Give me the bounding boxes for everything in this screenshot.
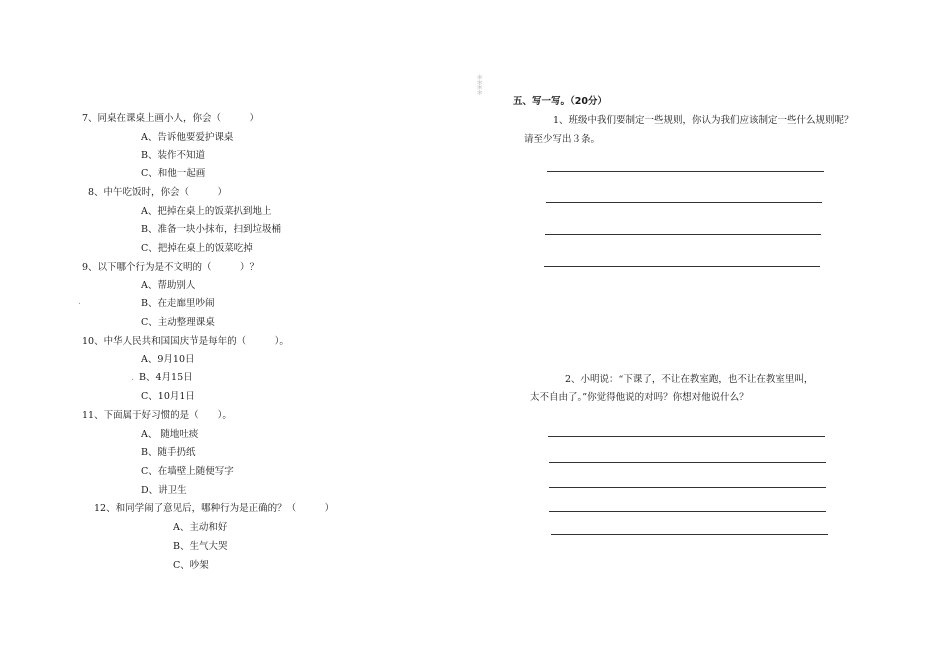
answer-line[interactable] <box>547 171 824 172</box>
writing-q1-line2: 请至少写出３条。 <box>524 134 601 145</box>
answer-line[interactable] <box>545 234 821 235</box>
q7-option-b: B、装作不知道 <box>141 150 205 161</box>
q9-option-b: B、在走廊里吵闹 <box>141 298 215 309</box>
q11-option-a: A、 随地吐痰 <box>141 429 199 440</box>
q11-stem: 11、下面属于好习惯的是（ ）。 <box>82 410 232 421</box>
q12-stem: 12、和同学闹了意见后，哪种行为是正确的？（ ） <box>94 503 335 514</box>
q12-option-c: C、吵架 <box>173 560 209 571</box>
answer-line[interactable] <box>546 202 822 203</box>
answer-line[interactable] <box>549 487 826 488</box>
decorative-mark-2: ⁑ <box>477 85 483 98</box>
q12-option-b: B、生气大哭 <box>173 541 228 552</box>
q10-stem: 10、中华人民共和国国庆节是每年的（ ）。 <box>82 336 289 347</box>
writing-q1-line1: 1、班级中我们要制定一些规则，你认为我们应该制定一些什么规则呢？ <box>553 115 854 126</box>
q11-option-b: B、随手扔纸 <box>141 447 196 458</box>
decorative-mark: ⁑ <box>477 75 483 88</box>
writing-q2-line2: 太不自由了。”你觉得他说的对吗？你想对他说什么？ <box>530 392 749 403</box>
q10-option-a: A、9月10日 <box>141 354 195 365</box>
q12-option-a: A、主动和好 <box>173 522 228 533</box>
q9-option-c: C、主动整理课桌 <box>141 317 215 328</box>
q8-option-b: B、准备一块小抹布，扫到垃圾桶 <box>141 224 281 235</box>
q11-option-c: C、在墙壁上随便写字 <box>141 466 234 477</box>
section-title: 五、写一写。（20分） <box>513 96 607 107</box>
stray-dot: . <box>78 296 82 307</box>
answer-line[interactable] <box>544 266 820 267</box>
q8-option-c: C、把掉在桌上的饭菜吃掉 <box>141 243 253 254</box>
q8-option-a: A、把掉在桌上的饭菜扒到地上 <box>141 206 272 217</box>
q9-stem: 9、以下哪个行为是不文明的（ ）？ <box>82 262 260 273</box>
q7-stem: 7、同桌在课桌上画小人，你会（ ） <box>82 113 260 124</box>
q7-option-c: C、和他一起画 <box>141 168 206 179</box>
q7-option-a: A、告诉他要爱护课桌 <box>141 132 234 143</box>
answer-line[interactable] <box>551 534 828 535</box>
q10-option-b: B、4月15日 <box>139 372 193 383</box>
q8-stem: 8、中午吃饭时，你会（ ） <box>88 187 228 198</box>
writing-q2-line1: 2、小明说：“下课了，不让在教室跑，也不让在教室里叫， <box>565 374 814 385</box>
answer-line[interactable] <box>548 436 825 437</box>
stray-dot-2: . <box>131 372 135 383</box>
answer-line[interactable] <box>549 462 826 463</box>
q11-option-d: D、讲卫生 <box>141 485 187 496</box>
q9-option-a: A、帮助别人 <box>141 280 196 291</box>
q10-option-c: C、10月1日 <box>141 391 195 402</box>
answer-line[interactable] <box>549 511 826 512</box>
